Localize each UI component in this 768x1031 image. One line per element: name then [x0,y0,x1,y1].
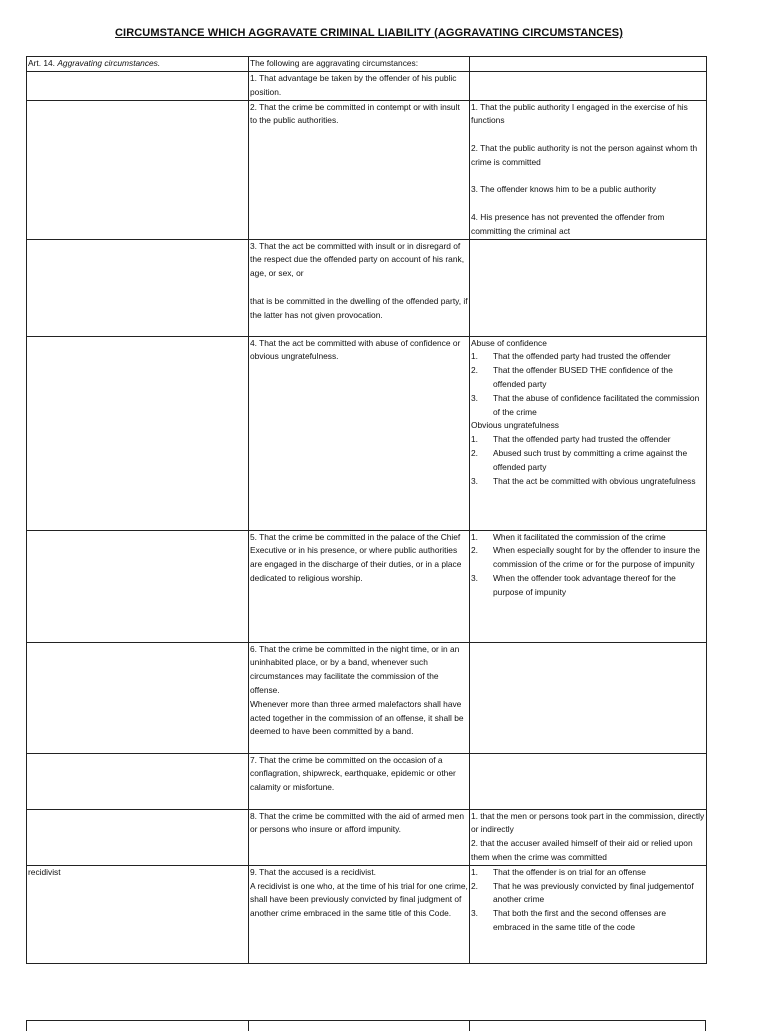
empty-cell [27,239,249,336]
list-item: 3. That the abuse of confidence facilitated the commission of the crime [471,392,700,417]
circumstance-7: 7. That the crime be committed on the occasion of a conflagration, shipwreck, earthquake, epidemic or other calamity or misfortune. [249,753,470,809]
ungrateful-list [471,433,705,488]
table-row [27,642,707,753]
requisites-8 [470,809,707,865]
circumstance-9 [249,865,470,963]
requisite-item: 2. That the public authority is not the person against whom th crime is committed [471,142,698,167]
list-item: 1. That the offender is on trial for an offense [471,866,646,877]
empty-cell [27,100,249,239]
document-title: CIRCUMSTANCE WHICH AGGRAVATE CRIMINAL LIABILITY (AGGRAVATING CIRCUMSTANCES) [115,27,623,39]
requisites-5 [470,530,707,642]
requisites-9 [470,865,707,963]
article-cell [27,57,249,72]
circumstance-6-part-a: 6. That the crime be committed in the night time, or in an uninhabited place, or by a band, whenever such circumstances may facilitate the commission of the offense. [250,643,460,695]
empty-cell [470,753,707,809]
list-item: 1. That the offended party had trusted the offender [471,351,671,362]
requisite-list [471,531,705,600]
table-row [27,865,707,963]
table-row [27,530,707,642]
list-item: 3. That the act be committed with obvious ungratefulness [471,475,696,486]
table-row [27,753,707,809]
requisite-item: 2. that the accuser availed himself of their aid or relied upon them when the crime was committed [471,838,693,862]
requisite-item: 3. The offender knows him to be a public authority [471,184,656,195]
requisite-item: 1. That the public authority I engaged in the exercise of his functions [471,101,688,126]
aggravating-circumstances-table [26,56,707,964]
table-row [27,100,707,239]
requisites-4 [470,336,707,530]
next-page-table-top [26,1020,706,1031]
requisite-item: 1. that the men or persons took part in the commission, directly or indirectly [471,810,705,835]
empty-cell [27,753,249,809]
list-item: 2. When especially sought for by the offender to insure the commission of the crime or for the purpose of impunity [471,545,701,570]
article-heading: Aggravating circumstances. [57,58,161,68]
table-row [27,336,707,530]
table-row [27,57,707,72]
table-row [27,809,707,865]
circumstance-3-part-b: that is be committed in the dwelling of the offended party, if the latter has not given provocation. [250,295,468,320]
table-row [27,72,707,101]
circumstance-2: 2. That the crime be committed in contempt or with insult to the public authorities. [249,100,470,239]
circumstance-3 [249,239,470,336]
list-item: 2. That he was previously convicted by final judgementof another crime [471,880,694,905]
circumstance-5: 5. That the crime be committed in the palace of the Chief Executive or in his presence, or where public authorities are engaged in the discharge of their duties, or in a place dedicated to religious worship. [249,530,470,642]
recidivist-label: recidivist [27,865,249,963]
circumstance-6 [249,642,470,753]
circumstance-9-part-b: A recidivist is one who, at the time of his trial for one crime, shall have been previously convicted by final judgment of another crime embraced in the same title of this Code. [250,880,468,919]
requisites-2 [470,100,707,239]
abuse-of-confidence-heading: Abuse of confidence [471,337,547,348]
empty-cell [27,642,249,753]
abuse-list [471,350,705,419]
list-item: 1. When it facilitated the commission of the crime [471,531,666,542]
table-row [27,239,707,336]
empty-cell [470,57,707,72]
requisite-item: 4. His presence has not prevented the offender from committing the criminal act [471,211,665,236]
circumstance-4: 4. That the act be committed with abuse of confidence or obvious ungratefulness. [249,336,470,530]
circumstance-8: 8. That the crime be committed with the aid of armed men or persons who insure or afford impunity. [249,809,470,865]
list-item: 2. Abused such trust by committing a crime against the offended party [471,447,688,472]
list-item: 3. When the offender took advantage thereof for the purpose of impunity [471,572,676,597]
empty-cell [470,72,707,101]
empty-cell [27,809,249,865]
empty-cell [470,239,707,336]
obvious-ungratefulness-heading: Obvious ungratefulness [471,420,559,431]
empty-cell [27,336,249,530]
circumstance-9-part-a: 9. That the accused is a recidivist. [250,866,376,877]
list-item: 2. That the offender BUSED THE confidence of the offended party [471,365,673,389]
empty-cell [27,72,249,101]
circumstance-6-part-b: Whenever more than three armed malefactors shall have acted together in the commission of an offense, it shall be deemed to have been committed by a band. [250,698,464,737]
intro-cell: The following are aggravating circumstances: [249,57,470,72]
list-item: 1. That the offended party had trusted the offender [471,434,671,445]
article-number: Art. 14. [28,58,55,68]
requisite-list [471,866,705,935]
circumstance-3-part-a: 3. That the act be committed with insult or in disregard of the respect due the offended party on account of his rank, age, or sex, or [250,240,465,279]
empty-cell [470,642,707,753]
circumstance-1: 1. That advantage be taken by the offender of his public position. [249,72,470,101]
list-item: 3. That both the first and the second offenses are embraced in the same title of the code [471,908,667,932]
empty-cell [27,530,249,642]
